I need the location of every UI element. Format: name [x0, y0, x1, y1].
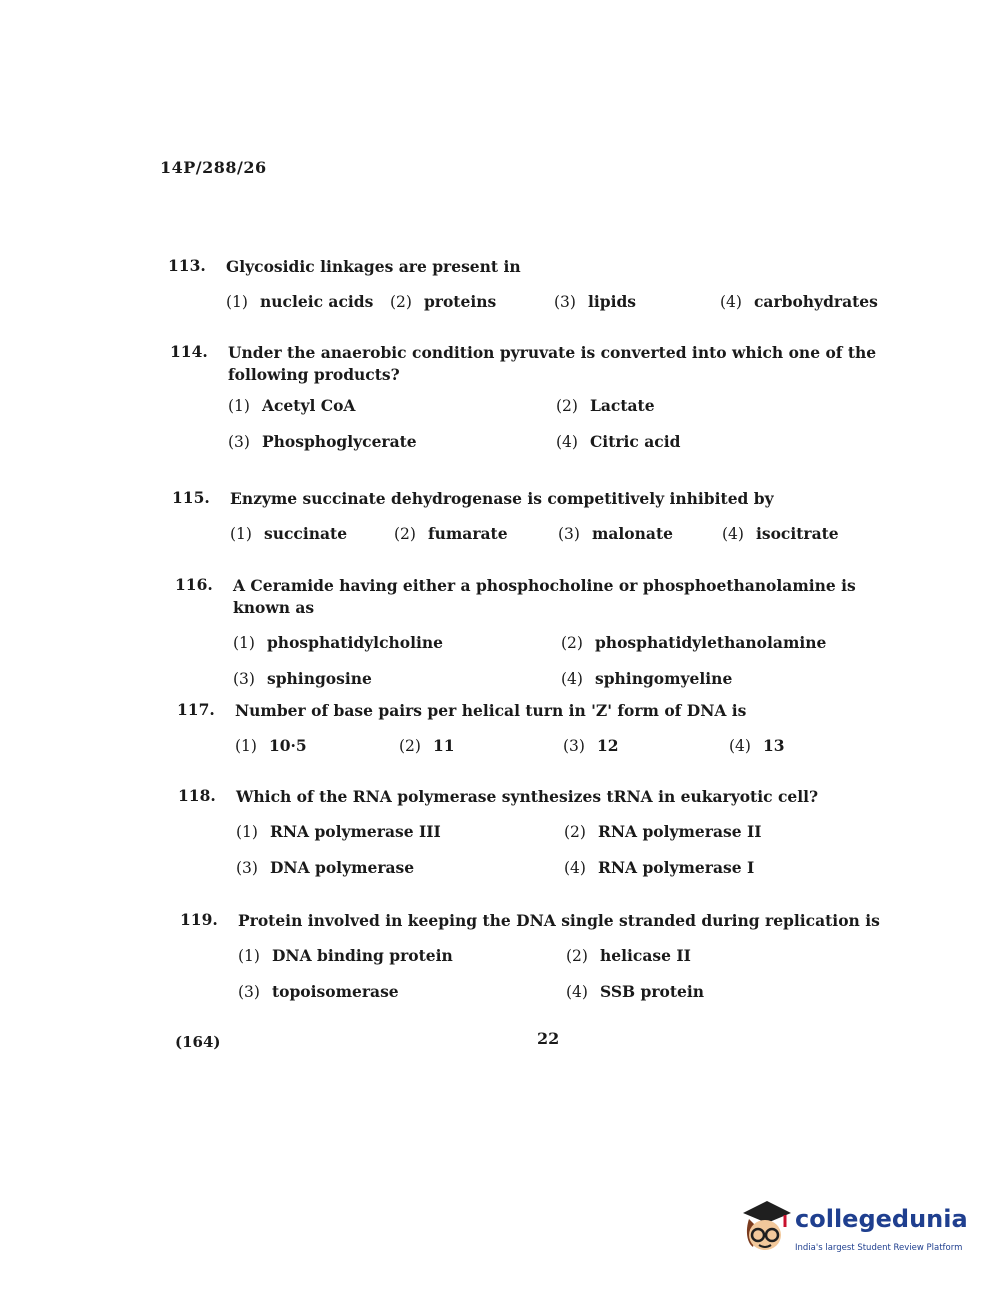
- option-1: (1) succinate: [230, 524, 348, 543]
- question-number: 119.: [180, 910, 218, 929]
- option-1: (1) 10·5: [235, 736, 307, 755]
- option-3: (3) Phosphoglycerate: [228, 432, 417, 451]
- question-118: [178, 786, 878, 894]
- option-1: (1) DNA binding protein: [238, 946, 453, 965]
- question-115: [172, 488, 872, 554]
- logo-tagline: India's largest Student Review Platform: [795, 1243, 963, 1253]
- question-text: Which of the RNA polymerase synthesizes tRNA in eukaryotic cell?: [236, 787, 819, 806]
- option-3: (3) DNA polymerase: [236, 858, 415, 877]
- option-4: (4) RNA polymerase I: [564, 858, 755, 877]
- option-2: (2) helicase II: [566, 946, 691, 965]
- option-2: (2) 11: [399, 736, 455, 755]
- option-4: (4) sphingomyeline: [561, 669, 733, 688]
- option-1: (1) Acetyl CoA: [228, 396, 356, 415]
- booklet-code: (164): [175, 1033, 221, 1051]
- question-text: Number of base pairs per helical turn in 'Z' form of DNA is: [235, 701, 747, 720]
- question-number: 114.: [170, 342, 208, 361]
- option-3: (3) lipids: [554, 292, 637, 311]
- question-number: 115.: [172, 488, 210, 507]
- question-number: 113.: [168, 256, 206, 275]
- question-114: [170, 342, 910, 468]
- question-113: [168, 256, 878, 322]
- logo-wordmark: collegedunia: [795, 1205, 968, 1233]
- question-119: [180, 910, 900, 1018]
- question-116: [175, 575, 905, 705]
- page-number: 22: [537, 1029, 560, 1048]
- option-1: (1) nucleic acids: [226, 292, 374, 311]
- question-text: Glycosidic linkages are present in: [226, 257, 521, 276]
- option-2: (2) phosphatidylethanolamine: [561, 633, 827, 652]
- option-2: (2) proteins: [390, 292, 497, 311]
- question-text: Enzyme succinate dehydrogenase is competitively inhibited by: [230, 489, 774, 508]
- collegedunia-logo: [737, 1197, 968, 1259]
- question-number: 116.: [175, 575, 213, 594]
- option-2: (2) fumarate: [394, 524, 508, 543]
- question-117: [177, 700, 877, 766]
- question-number: 117.: [177, 700, 215, 719]
- student-mascot-icon: [737, 1197, 793, 1255]
- question-number: 118.: [178, 786, 216, 805]
- option-4: (4) isocitrate: [722, 524, 839, 543]
- option-1: (1) RNA polymerase III: [236, 822, 441, 841]
- option-4: (4) carbohydrates: [720, 292, 878, 311]
- option-3: (3) topoisomerase: [238, 982, 399, 1001]
- option-4: (4) 13: [729, 736, 785, 755]
- question-text: Under the anaerobic condition pyruvate is converted into which one of the following products?: [228, 343, 877, 384]
- option-3: (3) sphingosine: [233, 669, 372, 688]
- option-3: (3) malonate: [558, 524, 673, 543]
- option-4: (4) Citric acid: [556, 432, 681, 451]
- option-3: (3) 12: [563, 736, 619, 755]
- option-2: (2) Lactate: [556, 396, 655, 415]
- question-text: A Ceramide having either a phosphocholine or phosphoethanolamine is known as: [233, 576, 856, 617]
- question-text: Protein involved in keeping the DNA single stranded during replication is: [238, 911, 880, 930]
- option-2: (2) RNA polymerase II: [564, 822, 762, 841]
- option-4: (4) SSB protein: [566, 982, 705, 1001]
- option-1: (1) phosphatidylcholine: [233, 633, 444, 652]
- paper-code: 14P/288/26: [160, 158, 267, 177]
